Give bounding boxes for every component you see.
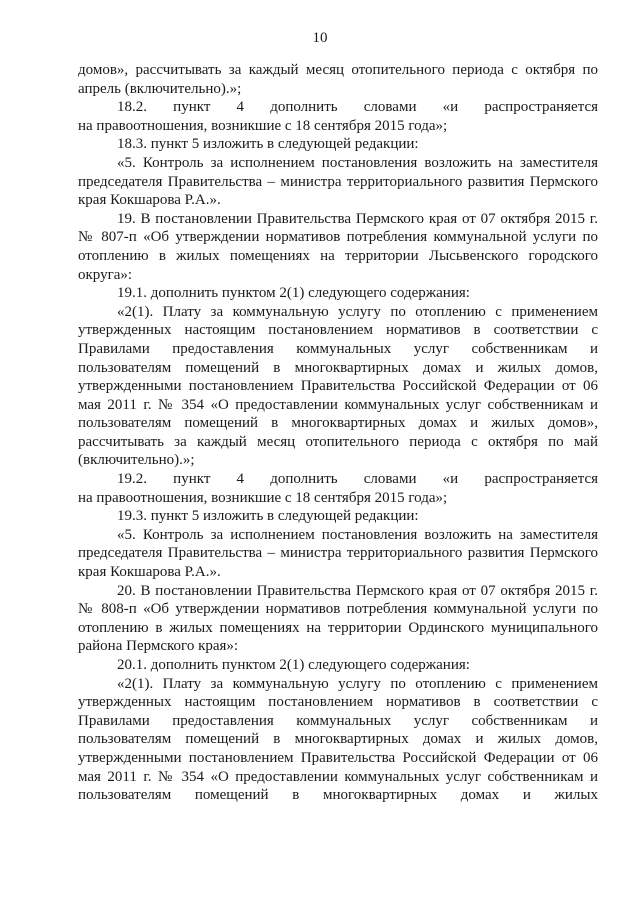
paragraph: 18.2. пункт 4 дополнить словами «и распространяется (117, 99, 598, 116)
paragraph: «5. Контроль за исполнением постановления возложить на заместителя председателя Правительства – министра территориального развития Пермского края Кокшарова Р.А.». (78, 154, 598, 209)
paragraph: домов», рассчитывать за каждый месяц отопительного периода с октября по апрель (включительно).»; (78, 62, 598, 97)
paragraph: 18.3. пункт 5 изложить в следующей редакции: (117, 136, 419, 153)
paragraph: 20. В постановлении Правительства Пермского края от 07 октября 2015 г. № 808-п «Об утверждении нормативов потребления коммунальной услуги по отоплению в жилых помещениях на территории Ординского муниципального района Пермского края»: (78, 582, 598, 655)
paragraph: 20.1. дополнить пунктом 2(1) следующего содержания: (117, 657, 470, 673)
paragraph: на правоотношения, возникшие с 18 сентября 2015 года»; (78, 117, 448, 134)
paragraph: «5. Контроль за исполнением постановления возложить на заместителя председателя Правительства – министра территориального развития Пермского края Кокшарова Р.А.». (78, 526, 598, 581)
paragraph: 19.1. дополнить пунктом 2(1) следующего содержания: (117, 285, 470, 302)
document-body (78, 61, 598, 805)
page-number: 10 (312, 30, 328, 46)
paragraph: 19.3. пункт 5 изложить в следующей редакции: (117, 508, 419, 525)
paragraph: на правоотношения, возникшие с 18 сентября 2015 года»; (78, 489, 448, 506)
paragraph: 19.2. пункт 4 дополнить словами «и распространяется (117, 471, 598, 488)
paragraph: «2(1). Плату за коммунальную услугу по отоплению с применением утвержденных настоящим постановлением нормативов в соответствии с Правилами предоставления коммунальных услуг собственникам и пользователям помещений в многоквартирных домах и жилых домов, утвержденными постановлением Правительства Российской Федерации от 06 мая 2011 г. № 354 «О предоставлении коммунальных услуг собственникам и пользователям помещений в многоквартирных домах и жилых домов», рассчитывать за каждый месяц отопительного периода с октября по май (включительно).»; (78, 303, 598, 469)
paragraph: «2(1). Плату за коммунальную услугу по отоплению с применением утвержденных настоящим постановлением нормативов в соответствии с Правилами предоставления коммунальных услуг собственникам и пользователям помещений в многоквартирных домах и жилых домов, утвержденными постановлением Правительства Российской Федерации от 06 мая 2011 г. № 354 «О предоставлении коммунальных услуг собственникам и пользователям помещений в многоквартирных домах и жилых (78, 675, 598, 804)
paragraph: 19. В постановлении Правительства Пермского края от 07 октября 2015 г. № 807-п «Об утверждении нормативов потребления коммунальной услуги по отоплению в жилых помещениях на территории Лысьвенского городского округа»: (78, 210, 598, 283)
